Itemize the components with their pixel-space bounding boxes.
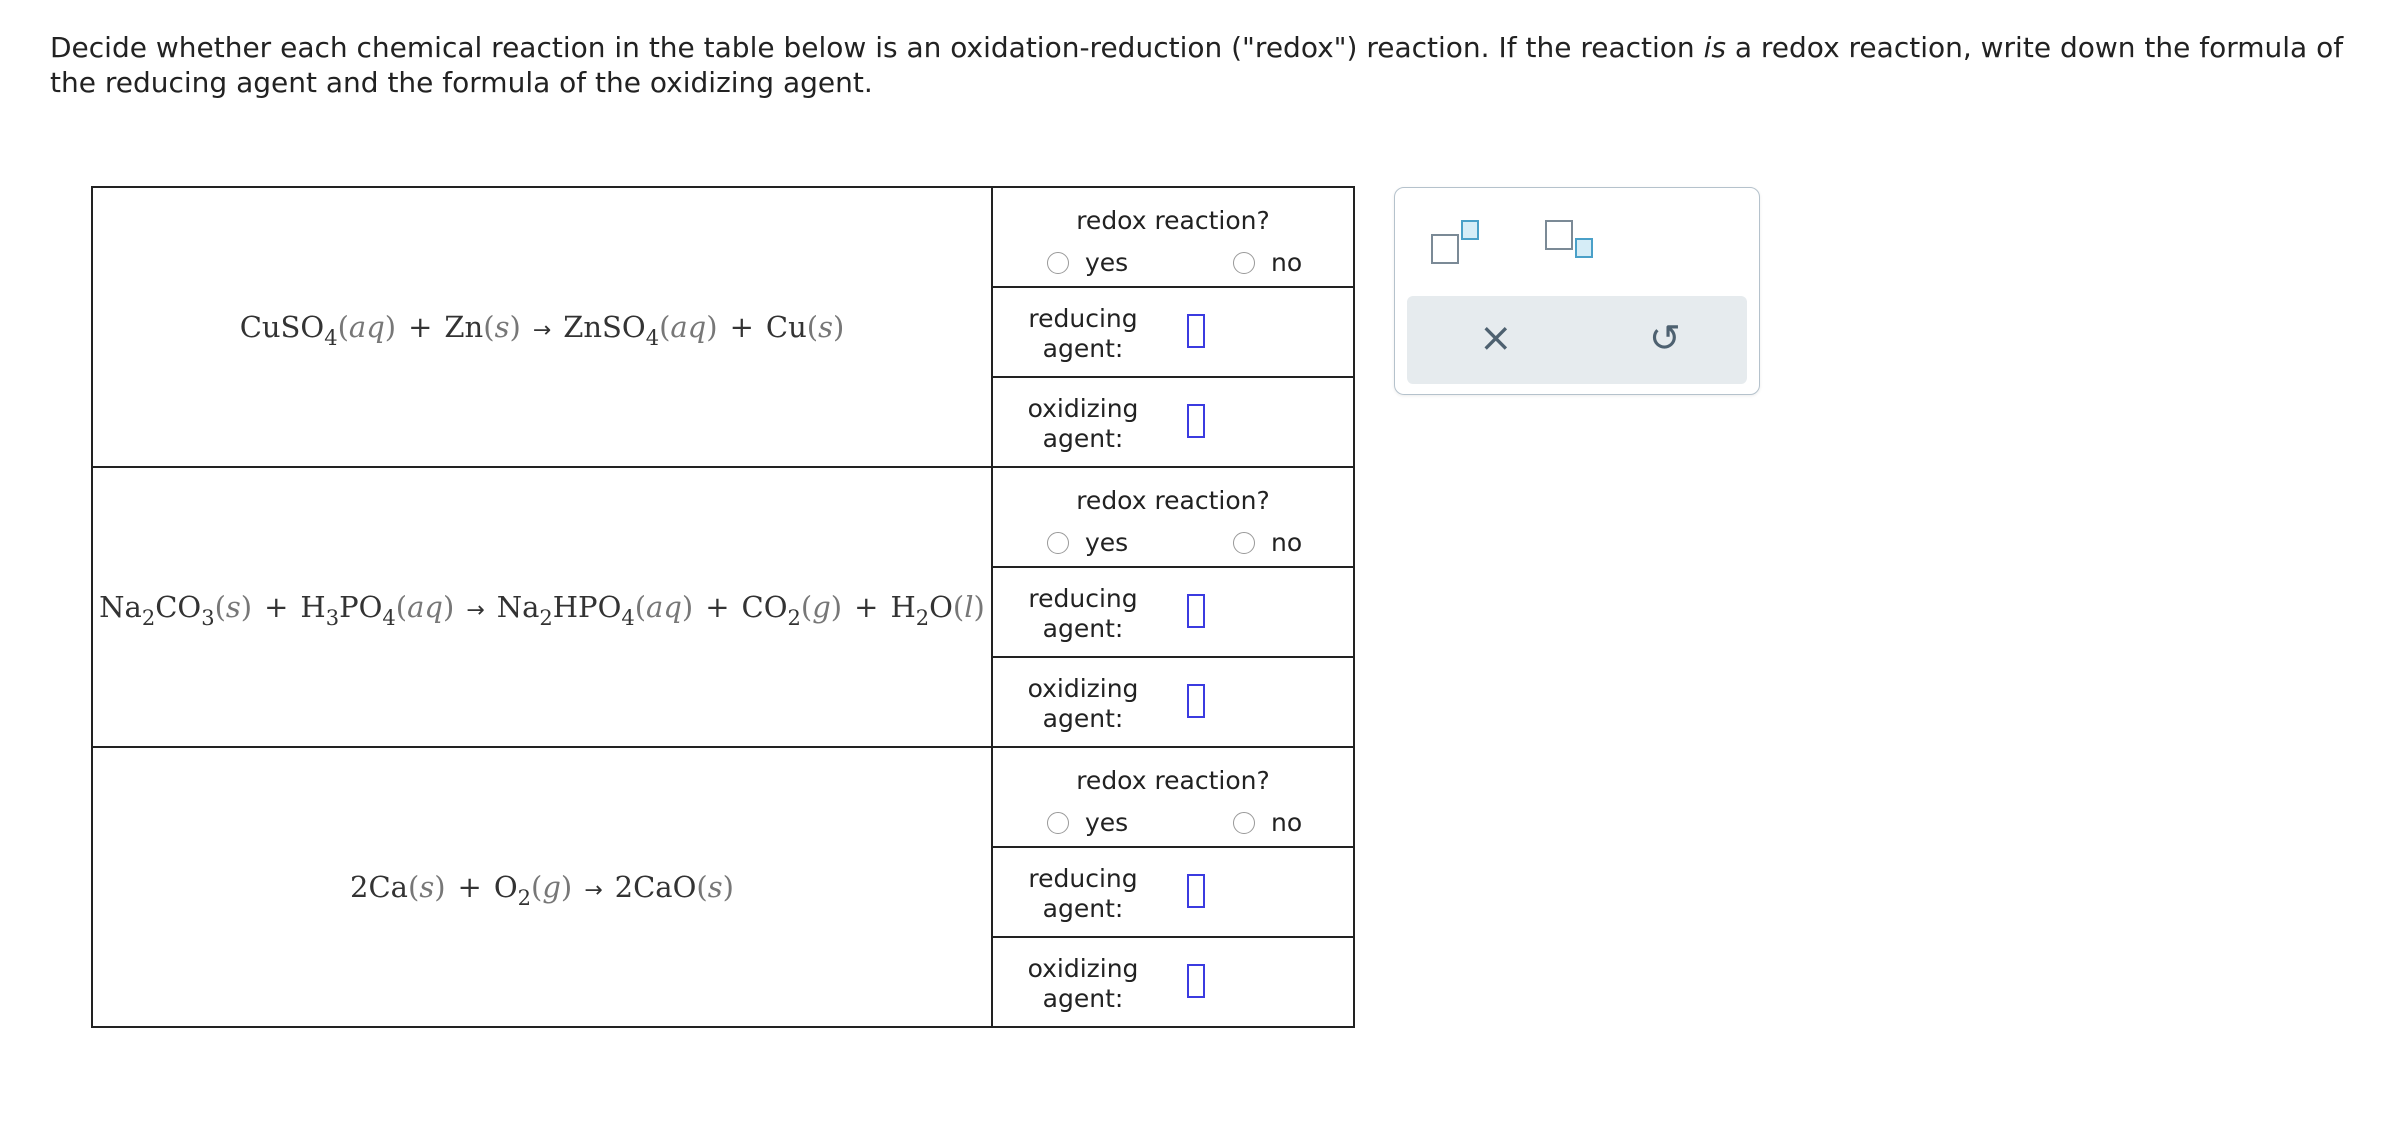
reaction-arrow-icon: → [466, 598, 485, 623]
reducing-agent-cell [992, 567, 1354, 657]
phase-label: (l) [952, 590, 985, 624]
subscript: 2 [141, 606, 156, 630]
plus-sign: + [854, 590, 879, 624]
formula-text: O [929, 590, 953, 624]
chemical-species [563, 310, 718, 350]
formula-text: HPO [552, 590, 622, 624]
yes-radio[interactable] [1047, 532, 1069, 554]
reducing-label-line1: reducing [1028, 864, 1138, 893]
redox-question-label: redox reaction? [1076, 486, 1270, 515]
yes-label[interactable]: yes [1085, 808, 1129, 837]
phase-label: (aq) [634, 590, 694, 624]
oxidizing-label-line2: agent: [1042, 984, 1124, 1013]
formula-text: Na [496, 590, 540, 624]
oxidizing-agent-label [1013, 954, 1153, 1014]
subscript: 2 [539, 606, 553, 630]
oxidizing-agent-input[interactable] [1187, 964, 1205, 998]
chemical-species [99, 590, 253, 630]
plus-sign: + [264, 590, 289, 624]
reducing-agent-cell [992, 287, 1354, 377]
oxidizing-agent [993, 378, 1353, 466]
chemical-species [766, 310, 844, 344]
redox-question-cell [992, 187, 1354, 287]
oxidizing-label-line2: agent: [1042, 704, 1124, 733]
formula-text: Cu [765, 310, 807, 344]
yes-radio[interactable] [1047, 252, 1069, 274]
formula-text: PO [339, 590, 383, 624]
reducing-label-line1: reducing [1028, 584, 1138, 613]
phase-symbol: aq [348, 310, 385, 344]
plus-sign: + [729, 310, 754, 344]
formula-text: H [300, 590, 326, 624]
reaction-arrow-icon: → [584, 878, 603, 903]
subscript-button[interactable] [1545, 220, 1601, 270]
redox-question [993, 468, 1353, 566]
instructions-text-2: a redox reaction, write down the formula of the reducing agent and the formula of the oxidizing agent. [50, 31, 2344, 99]
reaction-row [92, 187, 1354, 287]
phase-label: (s) [806, 310, 845, 344]
no-radio[interactable] [1233, 812, 1255, 834]
plus-sign: + [408, 310, 433, 344]
redox-question-cell [992, 747, 1354, 847]
phase-label: (g) [531, 870, 573, 904]
subscript: 2 [787, 606, 801, 630]
phase-label: (aq) [659, 310, 718, 344]
oxidizing-agent-cell [992, 377, 1354, 467]
oxidizing-label-line1: oxidizing [1027, 674, 1139, 703]
reaction-row [92, 467, 1354, 567]
oxidizing-agent [993, 938, 1353, 1026]
reducing-agent-cell [992, 847, 1354, 937]
oxidizing-label-line1: oxidizing [1027, 394, 1139, 423]
yes-radio[interactable] [1047, 812, 1069, 834]
phase-symbol: g [542, 870, 561, 904]
formula-text: CO [741, 590, 788, 624]
reducing-agent-label [1013, 304, 1153, 364]
oxidizing-agent-input[interactable] [1187, 404, 1205, 438]
redox-question-label: redox reaction? [1076, 766, 1270, 795]
subscript: 3 [325, 606, 340, 630]
phase-label: (s) [696, 870, 734, 904]
reaction-equation [92, 747, 992, 1027]
answer-palette [1394, 187, 1760, 395]
phase-symbol: aq [407, 590, 443, 624]
subscript: 4 [621, 606, 635, 630]
phase-symbol: aq [670, 310, 707, 344]
oxidizing-agent-cell [992, 937, 1354, 1027]
instructions [50, 30, 2360, 100]
phase-label: (s) [407, 870, 446, 904]
chemical-species [300, 590, 455, 630]
no-radio[interactable] [1233, 532, 1255, 554]
formula-text: O [493, 870, 518, 904]
formula-text: CO [155, 590, 202, 624]
instructions-text-1: Decide whether each chemical reaction in the table below is an oxidation-reduction ("redox") reaction. If the reaction [50, 31, 1704, 64]
formula-text: 2Ca [350, 870, 408, 904]
plus-sign: + [457, 870, 482, 904]
formula-text: Zn [444, 310, 484, 344]
formula-text: Na [99, 590, 142, 624]
phase-symbol: s [707, 870, 723, 904]
reaction-table [91, 186, 1355, 1028]
reaction-equation [92, 187, 992, 467]
phase-symbol: s [225, 590, 241, 624]
formula-text: 2CaO [614, 870, 697, 904]
phase-label: (s) [483, 310, 521, 344]
subscript: 3 [201, 606, 215, 630]
yes-label[interactable]: yes [1085, 528, 1129, 557]
reaction-arrow-icon: → [532, 318, 552, 343]
no-label[interactable]: no [1271, 808, 1303, 837]
phase-label: (aq) [395, 590, 455, 624]
clear-icon[interactable]: × [1479, 315, 1513, 361]
subscript: 4 [645, 326, 660, 350]
palette-action-bar [1407, 296, 1747, 384]
reducing-label-line2: agent: [1042, 894, 1124, 923]
redox-question-label: redox reaction? [1076, 206, 1270, 235]
superscript-box-icon [1431, 234, 1459, 264]
chemical-species [239, 310, 397, 350]
phase-symbol: g [812, 590, 831, 624]
phase-symbol: aq [646, 590, 682, 624]
subscript-box-icon [1545, 220, 1573, 250]
redox-question-cell [992, 467, 1354, 567]
reducing-label-line1: reducing [1028, 304, 1138, 333]
plus-sign: + [705, 590, 730, 624]
phase-label: (g) [800, 590, 843, 624]
yes-label[interactable]: yes [1085, 248, 1129, 277]
oxidizing-agent-label [1013, 394, 1153, 454]
superscript-button[interactable] [1431, 220, 1487, 270]
reaction-equation [92, 467, 992, 747]
reducing-agent-input[interactable] [1187, 314, 1205, 348]
reducing-agent [993, 848, 1353, 936]
formula-text: H [890, 590, 916, 624]
reducing-label-line2: agent: [1042, 614, 1124, 643]
reaction-row [92, 747, 1354, 847]
formula-text: ZnSO [563, 310, 646, 344]
redox-question [993, 188, 1353, 286]
subscript: 4 [382, 606, 396, 630]
phase-symbol: l [964, 590, 974, 624]
oxidizing-agent-label [1013, 674, 1153, 734]
oxidizing-agent [993, 658, 1353, 746]
instructions-emphasis: is [1703, 31, 1726, 64]
formula-text: CuSO [239, 310, 325, 344]
reducing-agent [993, 568, 1353, 656]
reducing-agent-label [1013, 584, 1153, 644]
chemical-species [890, 590, 985, 630]
chemical-species [615, 870, 734, 904]
undo-icon[interactable]: ↺ [1649, 316, 1681, 360]
chemical-species [444, 310, 520, 344]
oxidizing-agent-cell [992, 657, 1354, 747]
oxidizing-agent-input[interactable] [1187, 684, 1205, 718]
reducing-agent-input[interactable] [1187, 594, 1205, 628]
phase-symbol: s [818, 310, 833, 344]
superscript-small-box-icon [1461, 220, 1479, 240]
reducing-agent [993, 288, 1353, 376]
reducing-agent-label [1013, 864, 1153, 924]
chemical-species [493, 870, 573, 910]
oxidizing-label-line1: oxidizing [1027, 954, 1139, 983]
reducing-label-line2: agent: [1042, 334, 1124, 363]
phase-label: (aq) [337, 310, 397, 344]
chemical-species [496, 590, 694, 630]
subscript: 4 [324, 326, 338, 350]
redox-question [993, 748, 1353, 846]
oxidizing-label-line2: agent: [1042, 424, 1124, 453]
no-label[interactable]: no [1271, 528, 1303, 557]
chemical-species [350, 870, 445, 904]
subscript: 2 [915, 606, 930, 630]
subscript: 2 [517, 886, 531, 910]
reducing-agent-input[interactable] [1187, 874, 1205, 908]
chemical-species [741, 590, 843, 630]
no-label[interactable]: no [1271, 248, 1303, 277]
phase-symbol: s [419, 870, 435, 904]
phase-symbol: s [494, 310, 510, 344]
phase-label: (s) [214, 590, 253, 624]
subscript-small-box-icon [1575, 238, 1593, 258]
no-radio[interactable] [1233, 252, 1255, 274]
